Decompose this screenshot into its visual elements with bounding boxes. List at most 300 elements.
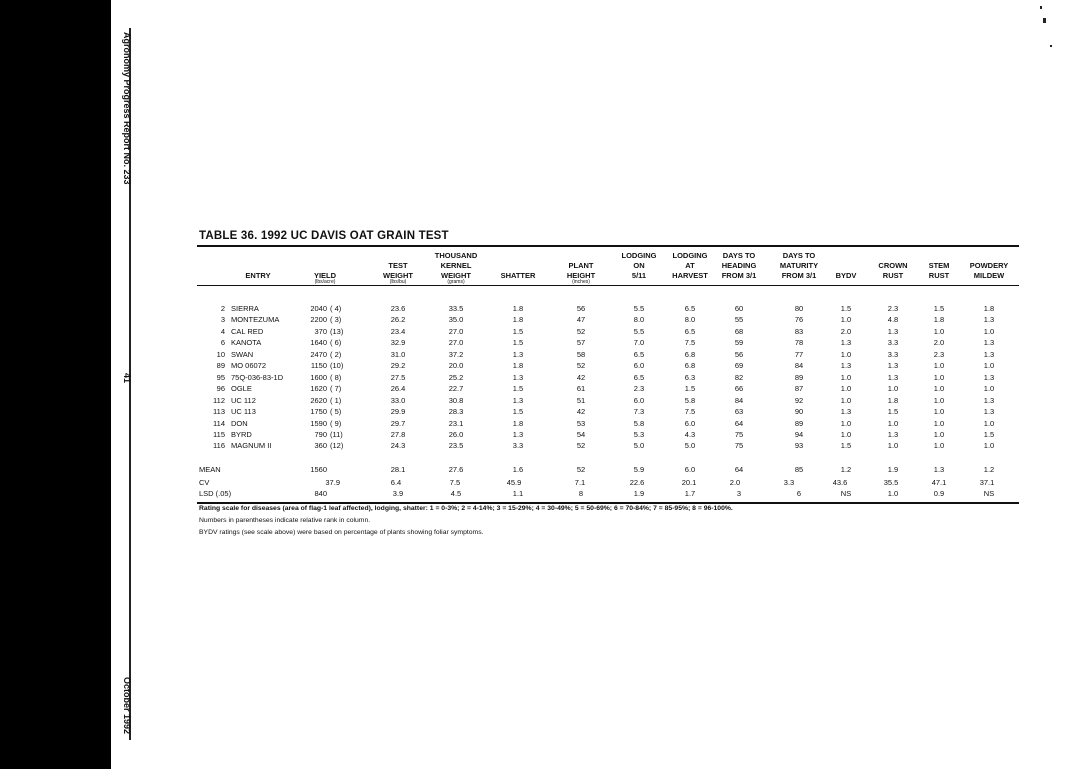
days-heading-value: 66 xyxy=(734,384,744,394)
units-test-weight: (lbs/bu) xyxy=(389,279,407,285)
yield-value: 1750 xyxy=(310,407,327,417)
summary-stem-rust: 0.9 xyxy=(933,489,945,498)
summary-row xyxy=(0,478,1086,489)
test-weight-value: 24.3 xyxy=(390,441,406,451)
summary-yield: 1560 xyxy=(310,465,327,474)
yield-value: 2040 xyxy=(310,304,327,313)
kernel-weight-value: 33.5 xyxy=(448,304,464,313)
column-header-powdery-mildew: POWDERY xyxy=(969,261,1009,270)
lodging-harvest-value: 6.8 xyxy=(684,361,696,371)
stem-rust-value: 1.0 xyxy=(933,407,945,417)
summary-days-maturity: 85 xyxy=(794,465,804,474)
shatter-value: 1.5 xyxy=(512,407,524,417)
lodging-harvest-value: 7.5 xyxy=(684,338,696,348)
shatter-value: 1.8 xyxy=(512,361,524,371)
column-header-shatter: SHATTER xyxy=(500,271,536,280)
table-row xyxy=(0,384,1086,395)
stem-rust-value: 1.0 xyxy=(933,384,945,394)
crown-rust-value: 1.3 xyxy=(887,361,899,371)
days-heading-value: 64 xyxy=(734,418,744,428)
lodging-511-value: 2.3 xyxy=(633,384,645,394)
yield-rank: ( 5) xyxy=(330,407,342,417)
summary-stem-rust: 1.3 xyxy=(933,465,945,474)
lodging-harvest-value: 7.5 xyxy=(684,407,696,417)
entry-name: SIERRA xyxy=(231,304,259,313)
table-row xyxy=(0,327,1086,338)
entry-number: 96 xyxy=(216,384,225,394)
column-header-crown-rust: RUST xyxy=(882,271,904,280)
stem-rust-value: 1.0 xyxy=(933,372,945,382)
table-row xyxy=(0,430,1086,441)
summary-yield: 840 xyxy=(314,489,327,498)
summary-crown-rust: 1.9 xyxy=(887,465,899,474)
summary-lodging-harvest: 6.0 xyxy=(684,465,696,474)
plant-height-value: 51 xyxy=(576,395,586,405)
units-yield: (lbs/acre) xyxy=(314,279,336,285)
yield-value: 370 xyxy=(314,326,327,336)
summary-shatter: 45.9 xyxy=(506,478,522,487)
summary-days-heading: 64 xyxy=(734,465,744,474)
column-header-yield: YIELD xyxy=(313,271,337,280)
entry-name: MONTEZUMA xyxy=(231,315,280,325)
days-maturity-value: 92 xyxy=(794,395,804,405)
days-heading-value: 63 xyxy=(734,407,744,417)
days-maturity-value: 77 xyxy=(794,349,804,359)
powdery-mildew-value: 1.3 xyxy=(983,338,995,348)
summary-lodging-511: 22.6 xyxy=(629,478,645,487)
summary-plant-height: 52 xyxy=(576,465,586,474)
summary-plant-height: 8 xyxy=(578,489,584,498)
lodging-511-value: 7.3 xyxy=(633,407,645,417)
kernel-weight-value: 23.5 xyxy=(448,441,464,451)
column-header-lodging-511: 5/11 xyxy=(631,271,647,280)
crown-rust-value: 1.3 xyxy=(887,372,899,382)
plant-height-value: 61 xyxy=(576,384,586,394)
yield-value: 360 xyxy=(314,441,327,451)
table-row xyxy=(0,361,1086,372)
table-row xyxy=(0,373,1086,384)
stem-rust-value: 1.0 xyxy=(933,395,945,405)
days-heading-value: 82 xyxy=(734,372,744,382)
lodging-511-value: 7.0 xyxy=(633,338,645,348)
footnote: BYDV ratings (see scale above) were based on percentage of plants showing foliar symptoms. xyxy=(199,529,484,536)
lodging-511-value: 5.0 xyxy=(633,441,645,451)
table-row xyxy=(0,407,1086,418)
bydv-value: 1.0 xyxy=(840,372,852,382)
entry-number: 6 xyxy=(220,338,225,348)
days-maturity-value: 83 xyxy=(794,326,804,336)
days-heading-value: 84 xyxy=(734,395,744,405)
kernel-weight-value: 22.7 xyxy=(448,384,464,394)
bydv-value: 1.5 xyxy=(840,304,852,313)
column-header-stem-rust: STEM xyxy=(928,261,950,270)
entry-number: 10 xyxy=(216,349,225,359)
bydv-value: 1.0 xyxy=(840,429,852,439)
days-maturity-value: 94 xyxy=(794,429,804,439)
table-row xyxy=(0,441,1086,452)
days-maturity-value: 89 xyxy=(794,418,804,428)
yield-value: 790 xyxy=(314,429,327,439)
yield-rank: (12) xyxy=(330,441,344,451)
summary-row xyxy=(0,489,1086,500)
stem-rust-value: 1.0 xyxy=(933,361,945,371)
summary-label: CV xyxy=(199,478,210,487)
summary-kernel-weight: 27.6 xyxy=(448,465,464,474)
yield-rank: ( 9) xyxy=(330,418,342,428)
footnote: Numbers in parentheses indicate relative rank in column. xyxy=(199,517,371,524)
kernel-weight-value: 26.0 xyxy=(448,429,464,439)
lodging-harvest-value: 4.3 xyxy=(684,429,696,439)
column-header-test-weight: WEIGHT xyxy=(383,271,413,280)
plant-height-value: 53 xyxy=(576,418,586,428)
lodging-harvest-value: 6.8 xyxy=(684,349,696,359)
bydv-value: 1.0 xyxy=(840,384,852,394)
crown-rust-value: 1.0 xyxy=(887,384,899,394)
days-maturity-value: 76 xyxy=(794,315,804,325)
powdery-mildew-value: 1.3 xyxy=(983,407,995,417)
entry-name: SWAN xyxy=(231,349,254,359)
crown-rust-value: 4.8 xyxy=(887,315,899,325)
scan-speck xyxy=(1040,6,1042,9)
powdery-mildew-value: 1.3 xyxy=(983,315,995,325)
kernel-weight-value: 37.2 xyxy=(448,349,464,359)
column-header-lodging-harvest: HARVEST xyxy=(672,271,708,280)
summary-shatter: 1.1 xyxy=(512,489,524,498)
lodging-511-value: 6.5 xyxy=(633,349,645,359)
lodging-511-value: 6.0 xyxy=(633,395,645,405)
bydv-value: 1.0 xyxy=(840,418,852,428)
lodging-harvest-value: 1.5 xyxy=(684,384,696,394)
summary-plant-height: 7.1 xyxy=(574,478,586,487)
column-header-test-weight: TEST xyxy=(388,261,408,270)
summary-label: MEAN xyxy=(199,465,221,474)
test-weight-value: 32.9 xyxy=(390,338,406,348)
entry-number: 95 xyxy=(216,372,225,382)
summary-test-weight: 3.9 xyxy=(392,489,404,498)
days-maturity-value: 87 xyxy=(794,384,804,394)
crown-rust-value: 1.3 xyxy=(887,429,899,439)
stem-rust-value: 1.0 xyxy=(933,429,945,439)
entry-name: BYRD xyxy=(231,429,252,439)
days-maturity-value: 84 xyxy=(794,361,804,371)
page-number-vertical: 41 xyxy=(122,373,132,384)
report-title-vertical: Agronomy Progress Report No. 233 xyxy=(122,32,132,185)
lodging-harvest-value: 6.5 xyxy=(684,304,696,313)
scan-speck xyxy=(1043,18,1046,23)
shatter-value: 1.3 xyxy=(512,429,524,439)
bydv-value: 1.3 xyxy=(840,407,852,417)
bydv-value: 1.3 xyxy=(840,338,852,348)
shatter-value: 1.5 xyxy=(512,326,524,336)
plant-height-value: 42 xyxy=(576,407,586,417)
shatter-value: 1.8 xyxy=(512,315,524,325)
yield-rank: ( 8) xyxy=(330,372,342,382)
yield-value: 2470 xyxy=(310,349,327,359)
summary-days-heading: 2.0 xyxy=(729,478,741,487)
table-row xyxy=(0,350,1086,361)
summary-days-maturity: 3.3 xyxy=(783,478,795,487)
crown-rust-value: 1.0 xyxy=(887,441,899,451)
entry-name: CAL RED xyxy=(231,326,264,336)
shatter-value: 1.5 xyxy=(512,384,524,394)
lodging-511-value: 5.5 xyxy=(633,304,645,313)
days-heading-value: 75 xyxy=(734,429,744,439)
test-weight-value: 27.8 xyxy=(390,429,406,439)
summary-crown-rust: 1.0 xyxy=(887,489,899,498)
crown-rust-value: 1.0 xyxy=(887,418,899,428)
days-maturity-value: 90 xyxy=(794,407,804,417)
column-header-days-maturity: MATURITY xyxy=(779,261,819,270)
entry-number: 112 xyxy=(213,395,225,405)
days-heading-value: 68 xyxy=(734,326,744,336)
yield-value: 2200 xyxy=(310,315,327,325)
days-heading-value: 75 xyxy=(734,441,744,451)
kernel-weight-value: 25.2 xyxy=(448,372,464,382)
entry-name: MO 06072 xyxy=(231,361,267,371)
lodging-511-value: 8.0 xyxy=(633,315,645,325)
yield-rank: (10) xyxy=(330,361,344,371)
yield-rank: ( 7) xyxy=(330,384,342,394)
table-row xyxy=(0,419,1086,430)
column-header-stem-rust: RUST xyxy=(928,271,950,280)
date-vertical: October 1992 xyxy=(122,677,132,735)
crown-rust-value: 1.8 xyxy=(887,395,899,405)
table-row xyxy=(0,338,1086,349)
yield-rank: (11) xyxy=(330,429,343,439)
lodging-harvest-value: 5.0 xyxy=(684,441,696,451)
kernel-weight-value: 20.0 xyxy=(448,361,464,371)
stem-rust-value: 2.0 xyxy=(933,338,945,348)
lodging-harvest-value: 6.0 xyxy=(684,418,696,428)
days-heading-value: 60 xyxy=(734,304,744,313)
summary-bydv: NS xyxy=(840,489,852,498)
kernel-weight-value: 27.0 xyxy=(448,338,464,348)
yield-rank: (13) xyxy=(330,326,344,336)
entry-name: MAGNUM II xyxy=(231,441,272,451)
lodging-harvest-value: 6.5 xyxy=(684,326,696,336)
entry-number: 2 xyxy=(220,304,225,313)
test-weight-value: 27.5 xyxy=(390,372,406,382)
powdery-mildew-value: 1.0 xyxy=(983,441,995,451)
shatter-value: 1.3 xyxy=(512,372,524,382)
scan-speck xyxy=(1050,45,1052,47)
kernel-weight-value: 27.0 xyxy=(448,326,464,336)
header-rule xyxy=(197,285,1019,286)
units-plant-height: (inches) xyxy=(572,279,590,285)
crown-rust-value: 2.3 xyxy=(887,304,899,313)
crown-rust-value: 3.3 xyxy=(887,338,899,348)
summary-yield: 37.9 xyxy=(325,478,340,487)
summary-days-maturity: 6 xyxy=(796,489,802,498)
test-weight-value: 31.0 xyxy=(390,349,406,359)
entry-number: 114 xyxy=(213,418,225,428)
yield-rank: ( 6) xyxy=(330,338,342,348)
entry-number: 3 xyxy=(220,315,225,325)
column-header-plant-height: PLANT xyxy=(568,261,594,270)
lodging-511-value: 6.0 xyxy=(633,361,645,371)
powdery-mildew-value: 1.0 xyxy=(983,418,995,428)
plant-height-value: 52 xyxy=(576,441,586,451)
summary-crown-rust: 35.5 xyxy=(883,478,899,487)
days-maturity-value: 78 xyxy=(794,338,804,348)
yield-rank: ( 2) xyxy=(330,349,342,359)
entry-name: 75Q-036-83-1D xyxy=(231,372,284,382)
column-header-plant-height: HEIGHT xyxy=(566,271,596,280)
column-header-days-heading: DAYS TO xyxy=(722,251,756,260)
bydv-value: 2.0 xyxy=(840,326,852,336)
test-weight-value: 29.2 xyxy=(390,361,406,371)
yield-rank: ( 4) xyxy=(330,304,342,313)
entry-name: UC 112 xyxy=(231,395,256,405)
units-kernel-weight: (grams) xyxy=(447,279,465,285)
powdery-mildew-value: 1.5 xyxy=(983,429,995,439)
entry-name: OGLE xyxy=(231,384,252,394)
shatter-value: 1.8 xyxy=(512,418,524,428)
lodging-harvest-value: 8.0 xyxy=(684,315,696,325)
powdery-mildew-value: 1.0 xyxy=(983,326,995,336)
table-title: TABLE 36. 1992 UC DAVIS OAT GRAIN TEST xyxy=(199,230,449,242)
entry-name: KANOTA xyxy=(231,338,262,348)
stem-rust-value: 1.0 xyxy=(933,326,945,336)
column-header-crown-rust: CROWN xyxy=(878,261,908,270)
powdery-mildew-value: 1.3 xyxy=(983,349,995,359)
entry-name: UC 113 xyxy=(231,407,256,417)
kernel-weight-value: 30.8 xyxy=(448,395,464,405)
powdery-mildew-value: 1.0 xyxy=(983,361,995,371)
plant-height-value: 56 xyxy=(576,304,586,313)
lodging-511-value: 5.8 xyxy=(633,418,645,428)
summary-label: LSD (.05) xyxy=(199,489,232,498)
kernel-weight-value: 35.0 xyxy=(448,315,464,325)
powdery-mildew-value: 1.3 xyxy=(983,372,995,382)
column-header-powdery-mildew: MILDEW xyxy=(973,271,1005,280)
yield-rank: ( 3) xyxy=(330,315,342,325)
summary-stem-rust: 47.1 xyxy=(931,478,947,487)
table-row xyxy=(0,396,1086,407)
summary-lodging-harvest: 1.7 xyxy=(684,489,696,498)
summary-shatter: 1.6 xyxy=(512,465,524,474)
summary-kernel-weight: 7.5 xyxy=(449,478,461,487)
stem-rust-value: 1.5 xyxy=(933,304,945,313)
entry-number: 113 xyxy=(213,407,225,417)
test-weight-value: 29.9 xyxy=(390,407,406,417)
entry-name: DON xyxy=(231,418,248,428)
days-heading-value: 69 xyxy=(734,361,744,371)
days-maturity-value: 93 xyxy=(794,441,804,451)
yield-value: 1600 xyxy=(310,372,327,382)
entry-number: 116 xyxy=(213,441,225,451)
table-row xyxy=(0,304,1086,315)
lodging-harvest-value: 5.8 xyxy=(684,395,696,405)
summary-test-weight: 6.4 xyxy=(390,478,402,487)
column-header-lodging-511: ON xyxy=(633,261,645,270)
column-header-kernel-weight: KERNEL xyxy=(440,261,472,270)
bydv-value: 1.0 xyxy=(840,315,852,325)
summary-row xyxy=(0,465,1086,476)
column-header-bydv: BYDV xyxy=(835,271,857,280)
crown-rust-value: 3.3 xyxy=(887,349,899,359)
summary-lodging-511: 5.9 xyxy=(633,465,645,474)
days-maturity-value: 80 xyxy=(794,304,804,313)
lodging-511-value: 6.5 xyxy=(633,372,645,382)
shatter-value: 1.5 xyxy=(512,338,524,348)
entry-number: 89 xyxy=(216,361,225,371)
column-header-lodging-harvest: LODGING xyxy=(672,251,708,260)
yield-value: 1150 xyxy=(310,361,327,371)
table-bottom-rule xyxy=(197,502,1019,504)
kernel-weight-value: 23.1 xyxy=(448,418,464,428)
table-top-rule xyxy=(197,245,1019,247)
stem-rust-value: 1.8 xyxy=(933,315,945,325)
shatter-value: 3.3 xyxy=(512,441,524,451)
plant-height-value: 52 xyxy=(576,326,586,336)
yield-value: 1640 xyxy=(310,338,327,348)
column-header-lodging-511: LODGING xyxy=(621,251,657,260)
plant-height-value: 52 xyxy=(576,361,586,371)
summary-powdery-mildew: 1.2 xyxy=(983,465,995,474)
summary-bydv: 43.6 xyxy=(832,478,848,487)
column-header-entry: ENTRY xyxy=(245,271,271,280)
column-header-days-heading: HEADING xyxy=(721,261,757,270)
shatter-value: 1.8 xyxy=(512,304,524,313)
summary-lodging-511: 1.9 xyxy=(633,489,645,498)
footnote: Rating scale for diseases (area of flag-1 leaf affected), lodging, shatter: 1 = 0-3%; 2 = 4-14%; 3 = 15-29%; 4 = 30-49%; 5 = 50-69%; 6 = 70-84%; 7 = 85-95%; 8 = 96-100%. xyxy=(199,505,733,512)
powdery-mildew-value: 1.0 xyxy=(983,384,995,394)
bydv-value: 1.0 xyxy=(840,349,852,359)
stem-rust-value: 1.0 xyxy=(933,418,945,428)
days-heading-value: 59 xyxy=(734,338,744,348)
plant-height-value: 57 xyxy=(576,338,586,348)
crown-rust-value: 1.5 xyxy=(887,407,899,417)
column-header-kernel-weight: THOUSAND xyxy=(434,251,478,260)
summary-bydv: 1.2 xyxy=(840,465,852,474)
summary-powdery-mildew: NS xyxy=(983,489,995,498)
crown-rust-value: 1.3 xyxy=(887,326,899,336)
plant-height-value: 42 xyxy=(576,372,586,382)
yield-value: 1590 xyxy=(310,418,327,428)
column-header-days-maturity: DAYS TO xyxy=(782,251,816,260)
powdery-mildew-value: 1.8 xyxy=(983,304,995,313)
lodging-511-value: 5.5 xyxy=(633,326,645,336)
summary-days-heading: 3 xyxy=(736,489,742,498)
test-weight-value: 26.2 xyxy=(390,315,406,325)
lodging-511-value: 5.3 xyxy=(633,429,645,439)
powdery-mildew-value: 1.3 xyxy=(983,395,995,405)
column-header-days-heading: FROM 3/1 xyxy=(721,271,757,280)
days-maturity-value: 89 xyxy=(794,372,804,382)
test-weight-value: 29.7 xyxy=(390,418,406,428)
plant-height-value: 58 xyxy=(576,349,586,359)
test-weight-value: 23.6 xyxy=(390,304,406,313)
plant-height-value: 54 xyxy=(576,429,586,439)
stem-rust-value: 2.3 xyxy=(933,349,945,359)
column-header-days-maturity: FROM 3/1 xyxy=(781,271,817,280)
bydv-value: 1.0 xyxy=(840,395,852,405)
kernel-weight-value: 28.3 xyxy=(448,407,464,417)
yield-rank: ( 1) xyxy=(330,395,342,405)
days-heading-value: 55 xyxy=(734,315,744,325)
test-weight-value: 26.4 xyxy=(390,384,406,394)
shatter-value: 1.3 xyxy=(512,349,524,359)
yield-value: 1620 xyxy=(310,384,327,394)
bydv-value: 1.5 xyxy=(840,441,852,451)
plant-height-value: 47 xyxy=(576,315,586,325)
lodging-harvest-value: 6.3 xyxy=(684,372,696,382)
column-header-lodging-harvest: AT xyxy=(685,261,695,270)
table-row xyxy=(0,315,1086,326)
entry-number: 115 xyxy=(213,429,225,439)
stem-rust-value: 1.0 xyxy=(933,441,945,451)
